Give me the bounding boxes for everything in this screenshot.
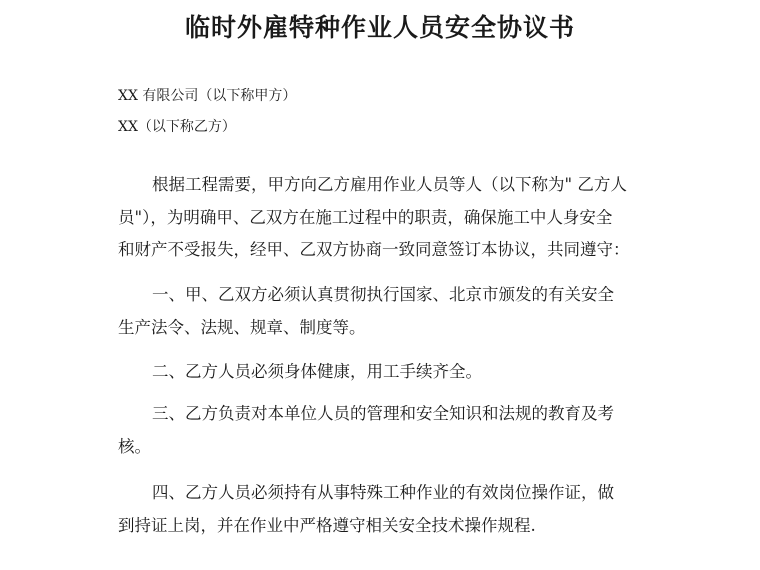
clause-1-line-2: 生产法令、法规、规章、制度等。 [118, 317, 366, 337]
clause-3-paragraph [118, 398, 638, 463]
intro-line-2: 员"），为明确甲、乙双方在施工过程中的职责，确保施工中人身安全 [118, 207, 613, 227]
clause-2-line-1: 二、乙方人员必须身体健康，用工手续齐全。 [152, 362, 482, 381]
clause-1-line-1: 一、甲、乙双方必须认真贯彻执行国家、北京市颁发的有关安全 [152, 285, 614, 304]
clause-1-paragraph [118, 279, 638, 344]
clause-2-paragraph [118, 356, 638, 389]
clause-4-line-1: 四、乙方人员必须持有从事特殊工种作业的有效岗位操作证，做 [152, 483, 614, 502]
clause-4-paragraph [118, 477, 638, 542]
clause-3-line-1: 三、乙方负责对本单位人员的管理和安全知识和法规的教育及考 [152, 404, 614, 423]
intro-paragraph [118, 169, 638, 267]
intro-line-3: 和财产不受报失，经甲、乙双方协商一致同意签订本协议，共同遵守： [118, 240, 630, 259]
clause-3-line-2: 核。 [118, 436, 151, 456]
intro-line-1: 根据工程需要，甲方向乙方雇用作业人员等人（以下称为" 乙方人 [152, 175, 627, 194]
party-b-line: XX（以下称乙方） [118, 119, 236, 135]
party-a-line: XX 有限公司（以下称甲方） [118, 88, 297, 104]
clause-4-line-2: 到持证上岗，并在作业中严格遵守相关安全技术操作规程. [118, 515, 536, 535]
document-title: 临时外雇特种作业人员安全协议书 [184, 13, 575, 42]
